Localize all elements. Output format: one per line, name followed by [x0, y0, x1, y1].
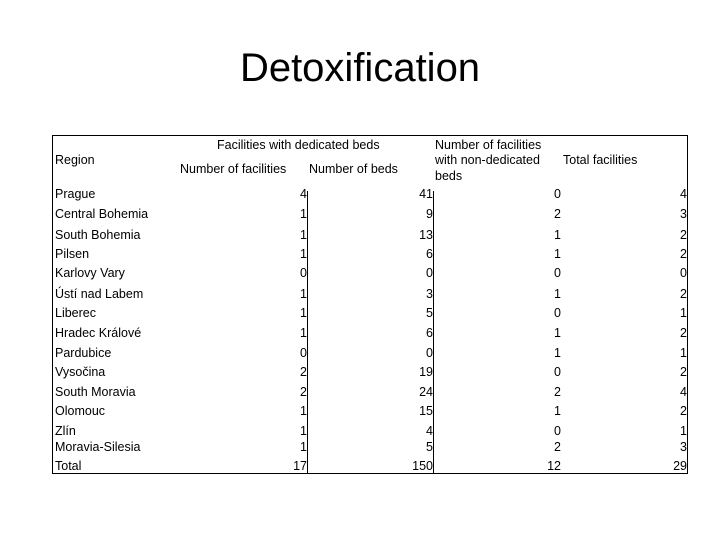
- cell-facilities: 1: [300, 326, 307, 340]
- cell-region: Pilsen: [55, 247, 90, 261]
- cell-beds: 24: [419, 385, 433, 399]
- header-num-facilities: Number of facilities: [180, 162, 287, 176]
- cell-beds: 0: [426, 346, 433, 360]
- cell-beds: 15: [419, 404, 433, 418]
- cell-region: Total: [55, 459, 82, 473]
- column-divider: [433, 191, 434, 474]
- cell-non-dedicated: 2: [554, 385, 561, 399]
- slide-title: Detoxification: [239, 46, 481, 90]
- cell-beds: 13: [419, 228, 433, 242]
- cell-total: 2: [680, 404, 687, 418]
- cell-total: 2: [680, 247, 687, 261]
- cell-non-dedicated: 0: [554, 187, 561, 201]
- cell-total: 4: [680, 385, 687, 399]
- cell-beds: 9: [426, 207, 433, 221]
- cell-non-dedicated: 12: [547, 459, 561, 473]
- cell-region: Olomouc: [55, 404, 106, 418]
- cell-region: Karlovy Vary: [55, 266, 125, 280]
- cell-region: Moravia-Silesia: [55, 440, 141, 454]
- cell-beds: 6: [426, 247, 433, 261]
- cell-region: South Moravia: [55, 385, 136, 399]
- cell-non-dedicated: 2: [554, 207, 561, 221]
- header-non-dedicated-line3: beds: [435, 169, 463, 183]
- cell-total: 4: [680, 187, 687, 201]
- cell-facilities: 0: [300, 346, 307, 360]
- cell-region: Vysočina: [55, 365, 106, 379]
- header-non-dedicated-line2: with non-dedicated: [435, 153, 540, 167]
- detox-table: [52, 135, 688, 474]
- cell-total: 29: [673, 459, 687, 473]
- cell-beds: 5: [426, 440, 433, 454]
- cell-non-dedicated: 0: [554, 365, 561, 379]
- cell-region: Zlín: [55, 424, 76, 438]
- cell-facilities: 1: [300, 424, 307, 438]
- cell-total: 3: [680, 440, 687, 454]
- cell-non-dedicated: 0: [554, 424, 561, 438]
- cell-total: 2: [680, 365, 687, 379]
- cell-region: Prague: [55, 187, 96, 201]
- cell-non-dedicated: 2: [554, 440, 561, 454]
- cell-facilities: 1: [300, 306, 307, 320]
- cell-region: South Bohemia: [55, 228, 141, 242]
- cell-beds: 150: [412, 459, 433, 473]
- cell-beds: 41: [419, 187, 433, 201]
- cell-region: Central Bohemia: [55, 207, 149, 221]
- cell-facilities: 0: [300, 266, 307, 280]
- cell-facilities: 1: [300, 207, 307, 221]
- cell-facilities: 1: [300, 228, 307, 242]
- cell-beds: 5: [426, 306, 433, 320]
- cell-non-dedicated: 0: [554, 266, 561, 280]
- cell-beds: 3: [426, 287, 433, 301]
- header-num-beds: Number of beds: [309, 162, 398, 176]
- cell-non-dedicated: 1: [554, 326, 561, 340]
- cell-region: Hradec Králové: [55, 326, 142, 340]
- cell-beds: 4: [426, 424, 433, 438]
- cell-total: 0: [680, 266, 687, 280]
- cell-total: 2: [680, 326, 687, 340]
- cell-total: 1: [680, 306, 687, 320]
- header-total-facilities: Total facilities: [563, 153, 638, 167]
- cell-region: Liberec: [55, 306, 96, 320]
- cell-facilities: 1: [300, 440, 307, 454]
- cell-beds: 6: [426, 326, 433, 340]
- column-divider: [307, 191, 308, 474]
- header-dedicated-group: Facilities with dedicated beds: [217, 138, 380, 152]
- cell-non-dedicated: 1: [554, 247, 561, 261]
- header-region: Region: [55, 153, 95, 167]
- cell-facilities: 2: [300, 385, 307, 399]
- cell-region: Pardubice: [55, 346, 112, 360]
- cell-facilities: 1: [300, 287, 307, 301]
- cell-non-dedicated: 1: [554, 404, 561, 418]
- cell-facilities: 2: [300, 365, 307, 379]
- cell-facilities: 17: [293, 459, 307, 473]
- cell-non-dedicated: 1: [554, 346, 561, 360]
- cell-beds: 19: [419, 365, 433, 379]
- header-non-dedicated-line1: Number of facilities: [435, 138, 542, 152]
- cell-beds: 0: [426, 266, 433, 280]
- cell-total: 3: [680, 207, 687, 221]
- cell-non-dedicated: 1: [554, 287, 561, 301]
- cell-total: 2: [680, 287, 687, 301]
- cell-facilities: 4: [300, 187, 307, 201]
- cell-region: Ústí nad Labem: [55, 287, 144, 301]
- cell-total: 1: [680, 424, 687, 438]
- cell-non-dedicated: 0: [554, 306, 561, 320]
- cell-total: 1: [680, 346, 687, 360]
- cell-total: 2: [680, 228, 687, 242]
- cell-facilities: 1: [300, 247, 307, 261]
- cell-non-dedicated: 1: [554, 228, 561, 242]
- cell-facilities: 1: [300, 404, 307, 418]
